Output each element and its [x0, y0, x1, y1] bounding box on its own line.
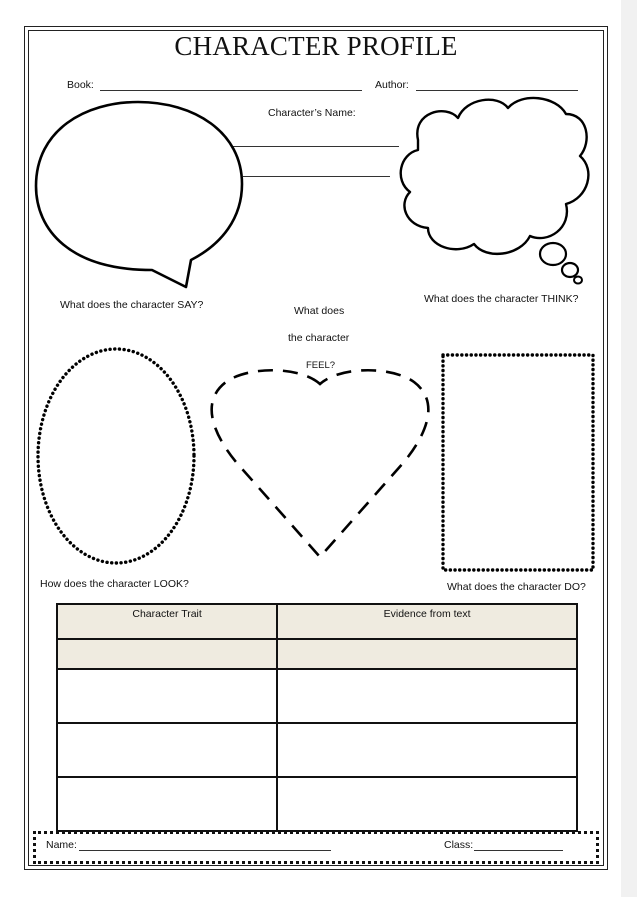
dotted-oval-icon — [38, 349, 194, 563]
evidence-cell[interactable] — [277, 723, 577, 777]
table-row — [57, 669, 577, 723]
trait-cell[interactable] — [57, 669, 277, 723]
speech-bubble-icon — [36, 102, 242, 287]
evidence-cell[interactable] — [277, 669, 577, 723]
think-prompt: What does the character THINK? — [424, 293, 579, 305]
book-label: Book: — [67, 79, 94, 91]
dashed-heart-icon — [212, 370, 429, 557]
thought-dot-large — [540, 243, 566, 265]
evidence-cell[interactable] — [277, 639, 577, 669]
trait-cell[interactable] — [57, 777, 277, 831]
footer-box — [33, 831, 599, 864]
table-row — [57, 723, 577, 777]
character-name-label: Character’s Name: — [268, 107, 356, 119]
evidence-column-header: Evidence from text — [277, 604, 577, 639]
trait-column-header: Character Trait — [57, 604, 277, 639]
table-row — [57, 639, 577, 669]
trait-cell[interactable] — [57, 639, 277, 669]
name-fill-line[interactable] — [79, 850, 331, 851]
class-label: Class: — [444, 839, 474, 851]
thought-cloud-icon — [401, 98, 589, 254]
feel-prompt-line-2: the character — [288, 332, 350, 344]
name-label: Name: — [46, 839, 77, 851]
page-title: CHARACTER PROFILE — [174, 31, 458, 61]
trait-cell[interactable] — [57, 723, 277, 777]
class-fill-line[interactable] — [474, 850, 563, 851]
evidence-cell[interactable] — [277, 777, 577, 831]
do-prompt: What does the character DO? — [447, 581, 586, 593]
table-row — [57, 777, 577, 831]
thought-dot-medium — [562, 263, 578, 277]
say-prompt: What does the character SAY? — [60, 299, 204, 311]
author-label: Author: — [375, 79, 409, 91]
dotted-rectangle-icon — [443, 355, 593, 570]
feel-prompt-line-1: What does — [294, 305, 345, 317]
look-prompt: How does the character LOOK? — [40, 578, 189, 590]
character-trait-table — [56, 603, 578, 832]
feel-prompt-line-3: FEEL? — [306, 360, 336, 371]
thought-dot-small — [574, 277, 582, 284]
